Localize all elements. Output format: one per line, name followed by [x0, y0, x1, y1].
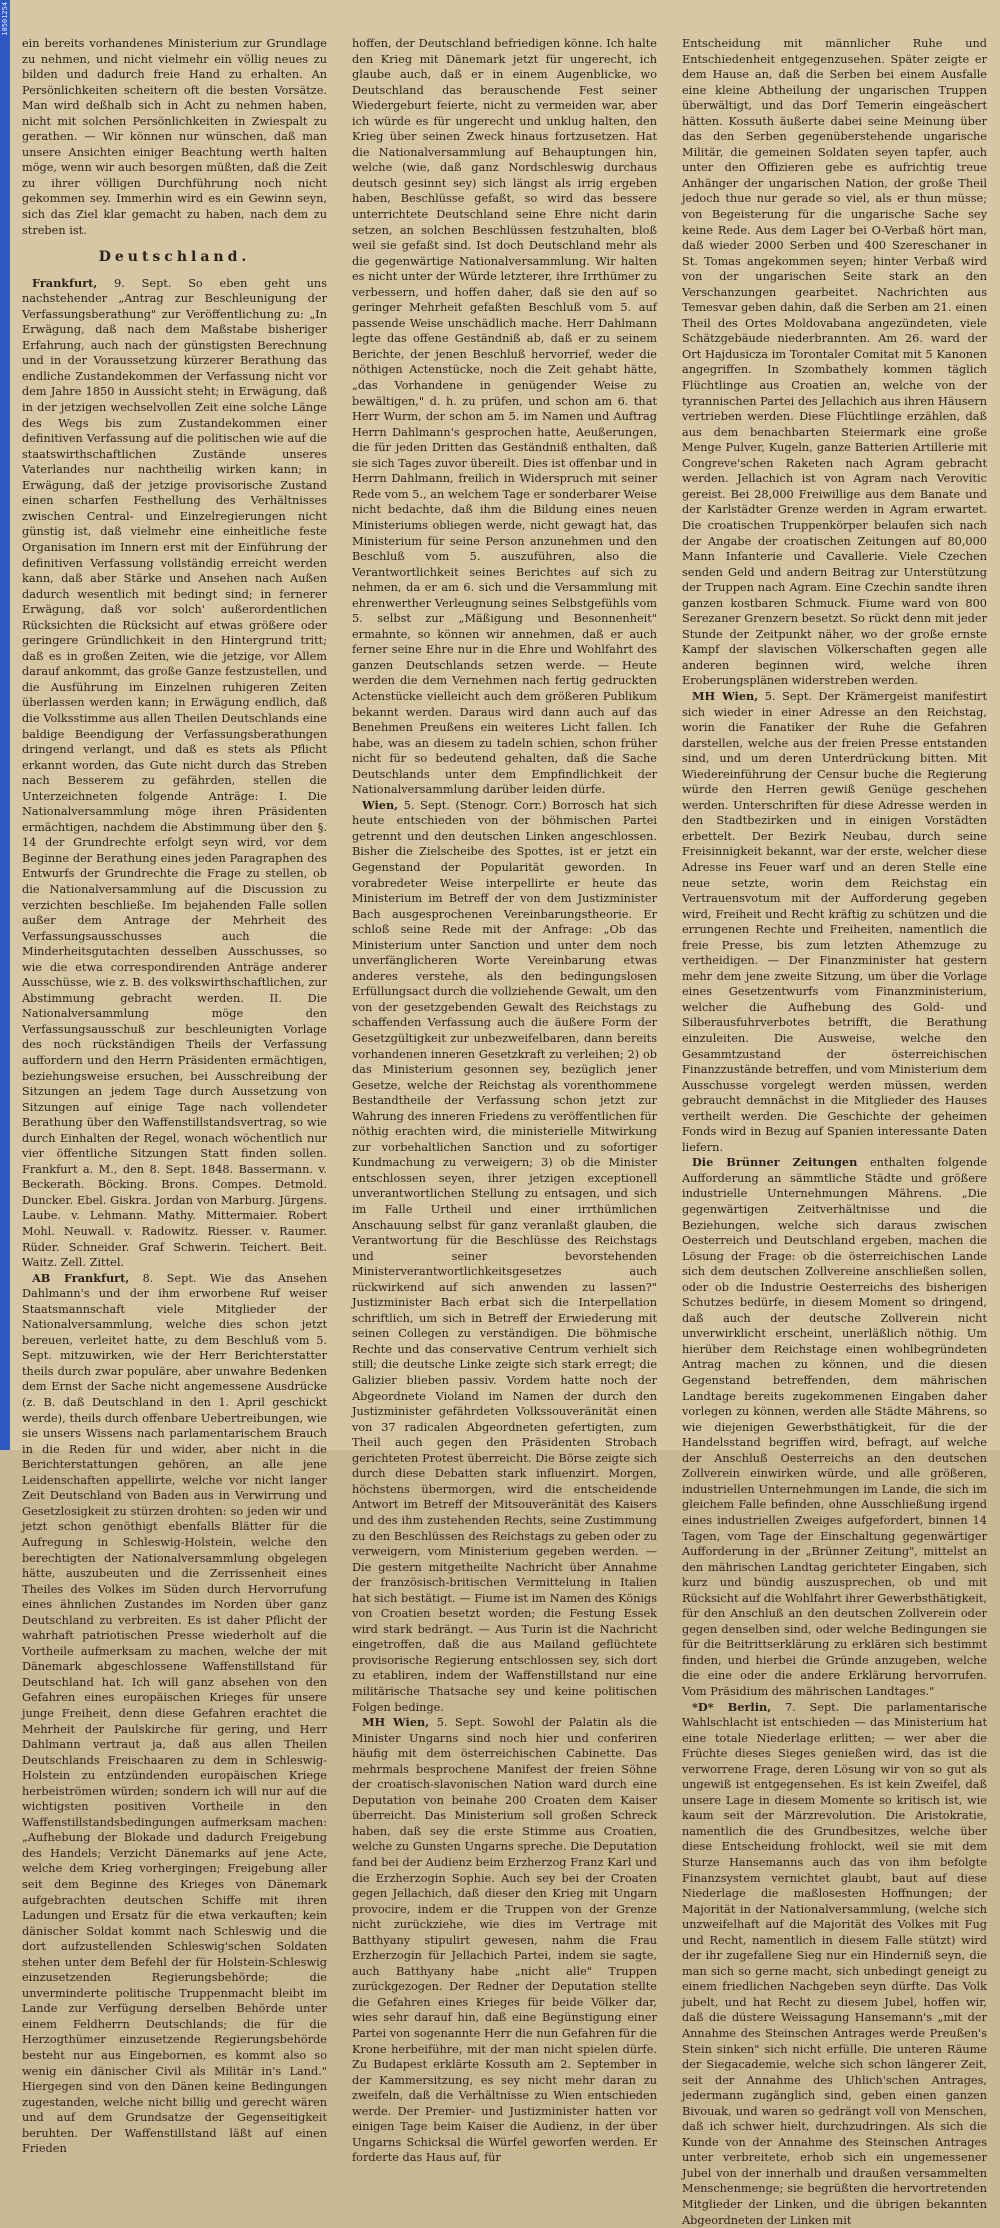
paragraph-text: 5. Sept. Der Krämergeist manifestirt sich wieder in einer Adresse an den Reichstag, worin die Fanatiker der Ruhe die Gefahren darstellen, welche aus der freien Presse entstanden sind, und um deren Unterdrückung bitten. Mit Wiedereinführung der Censur buche die Regierung würde den Herren gewiß Genüge geschehen werden. Unterschriften für diese Adresse werden in den Stadtbezirken und in einigen Vorstädten erbettelt. Der Bezirk Neubau, durch seine Freisinnigkeit bekannt, war der erste, welcher diese Adresse ins Feuer warf und an deren Stelle eine neue setzte, worin dem Reichstag ein Vertrauensvotum mit der Aufforderung gegeben wird, Freiheit und Recht kräftig zu schützen und die errungenen Rechte und Freiheiten, namentlich die freie Presse, bis zum letzten Athemzuge zu vertheidigen. — Der Finanzminister hat gestern mehr dem jene zweite Sitzung, um über die Vorlage eines Gesetzentwurfs vom Finanzministerium, welcher die Aufhebung des Gold- und Silberausfuhrverbotes betrifft, die Berathung einzuleiten. Die Ausweise, welche den Gesammtzustand der österreichischen Finanzzustände betreffen, und vom Ministerium dem Ausschusse vorgelegt werden müssen, werden gebraucht demnächst in die Mitglieder des Hauses vertheilt werden. Die Geschichte der geheimen Fonds wird in Bezug auf Spanien interessante Daten liefern. — [682, 689, 987, 1154]
dateline: MH Wien, — [362, 1715, 430, 1730]
paragraph — [682, 1155, 987, 1699]
column-3 — [682, 36, 988, 2227]
paragraph — [682, 689, 987, 1155]
paragraph — [352, 1715, 657, 2166]
paragraph-text: 9. Sept. So eben geht uns nachstehender „Antrag zur Beschleunigung der Verfassungsberathung" zur Veröffentlichung zu: „In Erwägung, daß nach dem Maßstabe bisheriger Erfahrung, auch nach der günstigsten Berechnung und in der Voraussetzung kürzerer Berathung das endliche Zustandekommen der Verfassung nicht vor dem Jahre 1850 in Aussicht steht; in Erwägung, daß in der jetzigen wechselvollen Zeit eine solche Länge des Wegs bis zum Zustandekommen einer definitiven Verfassung auf die politischen wie auf die staatswirthschaftlichen Zustände unseres Vaterlandes nur nachtheilig wirken kann; in Erwägung, daß der jetzige provisorische Zustand einen scharfen Festhellung des Verhältnisses zwischen Central- und Einzelregierungen nicht günstig ist, daß vielmehr eine einheitliche feste Organisation im Innern erst mit der Einführung der definitiven Verfassung vollständig erreicht werden kann, daß aber Stärke und Ansehen nach Außen dadurch wesentlich mit bedingt sind; in fernerer Erwägung, daß vor solch' außerordentlichen Rücksichten die Rücksicht auf etwas größere oder geringere Gründlichkeit in den Hintergrund tritt; daß es in großen Zeiten, wie die jetzige, vor Allem darauf ankommt, das große Ganze festzustellen, und die Ausführung im Einzelnen ruhigeren Zeiten überlassen werden kann; in Erwägung endlich, daß die Volksstimme aus allen Theilen Deutschlands eine baldige Beendigung der Verfassungsberathungen dringend verlangt, und daß es stets als Pflicht erkannt worden, das Gute nicht durch das Streben nach Besserem zu gefährden, stellen die Unterzeichneten folgende Anträge: I. Die Nationalversammlung möge ihren Präsidenten ermächtigen, nachdem die Abstimmung über den §. 14 der Grundrechte erfolgt seyn wird, vor dem Beginne der Berathung eines jeden Paragraphen des Entwurfs der Grundrechte die Frage zu stellen, ob die Nationalversammlung auf die Discussion zu verzichten beschließe. Im bejahenden Falle sollen außer dem Antrage der Mehrheit des Verfassungsausschusses auch die Minderheitsgutachten desselben Ausschusses, so wie die etwa correspondirenden Anträge anderer Ausschüsse, wie z. B. des volkswirthschaftlichen, zur Abstimmung gebracht werden. II. Die Nationalversammlung möge den Verfassungsausschuß zur beschleunigten Vorlage des noch rückständigen Theils der Verfassung auffordern und den Herrn Präsidenten ermächtigen, beziehungsweise ersuchen, bei Ausschreibung der Sitzungen an jedem Tage durch Aussetzung von Sitzungen auf einige Tage nach vollendeter Berathung über den Waffenstillstandsvertrag, so wie durch Einhalten der Regel, wonach wöchentlich nur vier öffentliche Sitzungen Statt finden sollen. Frankfurt a. M., den 8. Sept. 1848. Bassermann. v. Beckerath. Böcking. Brons. Compes. Detmold. Duncker. Ebel. Giskra. Jordan von Marburg. Jürgens. Laube. v. Lehmann. Mathy. Mittermaier. Robert Mohl. Neuwall. v. Radowitz. Riesser. v. Raumer. Rüder. Schneider. Graf Schwerin. Teichert. Beit. Waitz. Zell. Zittel. — [22, 276, 327, 1270]
paragraph-text: 7. Sept. Die parlamentarische Wahlschlacht ist entschieden — das Ministerium hat eine totale Niederlage erlitten; — wer aber die Früchte dieses Sieges genießen wird, das ist die verworrene Frage, deren Lösung wir von so gut als ungewiß ist entgegensehen. Es ist kein Zweifel, daß unsere Lage in diesem Momente so kritisch ist, wie kaum seit der Märzrevolution. Die Aristokratie, namentlich die des Grundbesitzes, welche über diese Entscheidung frohlockt, weil sie mit dem Sturze Hansemanns auch das von ihm befolgte Finanzsystem vernichtet glaubt, baut auf diese Niederlage die maßlosesten Hoffnungen; der Majorität in der Nationalversammlung, (welche sich unzweifelhaft auf die Majorität des Volkes mit Fug und Recht, namentlich in diesem Falle stützt) wird der ihr zugefallene Sieg nur ein Hinderniß seyn, die man sich so gerne macht, sich unbedingt geneigt zu einem friedlichen Nachgeben seyn dürfte. Das Volk jubelt, und hat Recht zu diesem Jubel, hoffen wir, daß die düstere Weissagung Hansemann's „mit der Annahme des Steinschen Antrages werde Preußen's Stein sinken" sich nicht erfülle. Die unteren Räume der Siegacademie, welche sich schon längerer Zeit, seit der Annahme des Uhlich'schen Antrages, jedermann zugänglich sind, geben einen ganzen Bivouak, und waren so gedrängt voll von Menschen, daß ich schwer hielt, durchzudringen. Als sich die Kunde von der Annahme des Steinschen Antrages unter verbreitete, erhob sich ein ungemessener Jubel von der innerhalb und draußen versammelten Menschenmenge; sie begrüßten die hervortretenden Mitglieder der Linken, und die übrigen bekannten Abgeordneten der Linken mit — [682, 1700, 987, 2227]
column-2 — [352, 36, 657, 2165]
section-heading: Deutschland. — [98, 249, 251, 266]
dateline: Die Brünner Zeitungen — [692, 1155, 858, 1170]
page-id: 10501254 — [1, 2, 9, 36]
paragraph — [682, 1700, 987, 2228]
paragraph: Entscheidung mit männlicher Ruhe und Entschiedenheit entgegenzusehen. Später zeigte er dem Hause an, daß die Serben bei einem Ausfalle eine kleine Abtheilung der ungarischen Truppen überwältigt, und das Dorf Temerin eingeäschert hätten. Kossuth äußerte dabei seine Meinung über das den Serben gegenüberstehende ungarische Militär, die gemeinen Soldaten seyen tapfer, auch unter den Offizieren gebe es aufrichtig treue Anhänger der ungarischen Nation, der große Theil jedoch thue nur gerade so viel, als er thun müsse; von Begeisterung für die ungarische Sache sey keine Rede. Aus dem Lager bei O-Verbaß hört man, daß wieder 2000 Serben und 400 Szereschaner in St. Tomas angekommen seyen; hinter Verbaß wird von der ungarischen Seite stark an den Verschanzungen gearbeitet. Nachrichten aus Temesvar geben dahin, daß die Serben am 21. einen Theil des Ortes Moldovabana angezündeten, viele Schätzgebäude niederbrannten. Am 26. ward der Ort Hajdusicza im Torontaler Comitat mit 5 Kanonen angegriffen. In Szombathely kommen täglich Flüchtlinge aus Croatien an, welche von der tyrannischen Partei des Jellachich aus ihren Häusern vertrieben werden. Diese Flüchtlinge erzählen, daß aus dem benachbarten Steiermark eine große Menge Pulver, Kugeln, ganze Batterien Artillerie mit Congreve'schen Raketen nach Agram gebracht werden. Jellachich ist von Agram nach Verovitic gereist. Bei 28,000 Freiwillige aus dem Banate und der Karlstädter Grenze werden in Agram erwartet. Die croatischen Truppenkörper belaufen sich nach der Angabe der croatischen Zeitungen auf 80,000 Mann Infanterie und Cavallerie. Viele Czechen senden Geld und andern Beitrag zur Unterstützung der Truppen nach Agram. Eine Czechin sandte ihren ganzen kostbaren Schmuck. Fiume ward von 800 Serezaner Grenzern besetzt. So rückt denn mit jeder Stunde der Zeitpunkt näher, wo der große ernste Kampf der slavischen Völkerschaften gegen alle anderen beginnen wird, welche ihren Eroberungsplänen widerstreben werden. — [682, 37, 987, 688]
text-columns — [22, 36, 990, 2227]
paragraph: ein bereits vorhandenes Ministerium zur Grundlage zu nehmen, und nicht vielmehr ein völlig neues zu bilden und dadurch freie Hand zu erhalten. An Persönlichkeiten scheitern oft die besten Vorsätze. Man wird deßhalb sich in Acht zu nehmen haben, nicht mit solchen Persönlichkeiten in Zwiespalt zu gerathen. — Wir können nur wünschen, daß man unsere Ansichten einiger Beachtung werth halten möge, wenn wir auch besorgen müßten, daß die Zeit zu ihrer völligen Durchführung noch nicht gekommen sey. Immerhin wird es ein Gewinn seyn, sich das Ziel klar gemacht zu haben, nach dem zu streben ist. — [22, 37, 327, 237]
dateline: AB Frankfurt, — [32, 1270, 130, 1285]
dateline: MH Wien, — [692, 688, 759, 703]
dateline: *D* Berlin, — [692, 1699, 772, 1714]
dateline: Frankfurt, — [32, 275, 98, 290]
paragraph-text: 5. Sept. Sowohl der Palatin als die Minister Ungarns sind noch hier und conferiren häufig mit dem österreichischen Cabinette. Das mehrmals besprochene Manifest der freien Söhne der croatisch-slavonischen Nation ward durch eine Deputation von beinahe 200 Croaten dem Kaiser überreicht. Das Ministerium soll großen Schreck haben, daß sey die erste Stimme aus Croatien, welche zu Gunsten Ungarns spreche. Die Deputation fand bei der Audienz beim Erzherzog Franz Karl und die Erzherzogin Sophie. Auch sey bei der Croaten gegen Jellachich, daß dieser den Krieg mit Ungarn provocire, indem er die Truppen von der Grenze nicht zurückziehe, wie dies im Vertrage mit Batthyany stipulirt gewesen, nahm die Frau Erzherzogin für Jellachich Partei, indem sie sagte, auch Batthyany habe „nicht alle" Truppen zurückgezogen. Der Redner der Deputation stellte die Gefahren eines Krieges für beide Völker dar, wies sehr darauf hin, daß eine Begünstigung einer Partei von sogenannte Herr die nun Gefahren für die Krone herbeiführe, mit der man nicht spielen dürfe. Zu Budapest erklärte Kossuth am 2. September in der Kammersitzung, es sey nicht mehr daran zu zweifeln, daß die Verhältnisse zu Wien entschieden werde. Der Premier- und Justizminister hatten vor einigen Tage beim Kaiser die Audienz, in der über Ungarns Schicksal die Würfel geworfen werden. Er forderte das Haus auf, für — [352, 1716, 657, 2165]
dateline: Wien, — [362, 797, 399, 812]
scan-edge-strip — [0, 0, 10, 1450]
paragraph — [352, 798, 657, 1715]
paragraph-text: enthalten folgende Aufforderung an sämmtliche Städte und größere industrielle Unternehmungen Mährens. „Die gegenwärtigen Zeitverhältnisse und die Beziehungen, welche sich daraus zwischen Oesterreich und Deutschland ergeben, machen die Lösung der Frage: ob die österreichischen Lande sich dem deutschen Zollvereine anschließen sollen, oder ob die Industrie Oesterreichs des bisherigen Schutzes bedürfe, in diesem Moment so dringend, daß auch der deutsche Zollverein nicht unverwirklicht erscheint, unerläßlich nöthig. Um hierüber dem Reichstage einen wohlbegründeten Antrag machen zu können, und die diesen Gegenstand betreffenden, dem mährischen Landtage bereits zugekommenen Eingaben daher vorlegen zu können, werden alle Städte Mährens, so wie diejenigen Gewerbsthätigkeit, für die der Handelsstand begriffen wird, befragt, auf welche der Anschluß Oesterreichs an den deutschen Zollverein einwirken würde, und alle größeren, industriellen Unternehmungen im Lande, die sich im gleichem Falle befinden, ohne Ausschließung irgend eines industriellen Zweiges aufgefordert, binnen 14 Tagen, vom Tage der Einschaltung gegenwärtiger Aufforderung in der „Brünner Zeitung", mittelst an den mährischen Landtag gerichteter Eingaben, sich kurz und bündig auszusprechen, ob und mit Rücksicht auf die Wohlfahrt ihrer Gewerbsthätigkeit, für den Anschluß an den deutschen Zollverein oder gegen denselben sind, oder welche Bedingungen sie für die Beitrittserklärung zu erklären sich bestimmt finden, und hierbei die Gründe anzugeben, welche die eine oder die andere Erklärung hervorrufen. Vom Präsidium des mährischen Landtages." — [682, 1156, 988, 1698]
paragraph — [22, 276, 327, 1271]
paragraph: hoffen, der Deutschland befriedigen könne. Ich halte den Krieg mit Dänemark jetzt für ungerecht, ich glaube auch, daß er in einem Augenblicke, wo Deutschland das berauschende Fest seiner Wiedergeburt feierte, nicht zu vermeiden war, aber ich würde es für ungerecht und unklug halten, den Krieg über seinen Zweck hinaus fortzusetzen. Hat die Nationalversammlung auf Behauptungen hin, welche (wie, daß ganz Nordschleswig durchaus deutsch gesinnt sey) sich längst als irrig ergeben haben, Beschlüsse gefaßt, so wird das bessere unterrichtete Deutschland seine Ehre nicht darin setzen, an solchen Beschlüssen festzuhalten, bloß weil sie gefaßt sind. Ist doch Deutschland mehr als die gegenwärtige Nationalversammlung. Wir halten es nicht unter der Würde letzterer, ihre Irrthümer zu verbessern, und hoffen daher, daß sie den auf so geringer Mehrheit gefaßten Beschluß vom 5. auf passende Weise unschädlich mache. Herr Dahlmann legte das offene Geständniß ab, daß er zu seinem Berichte, der jenen Beschluß hervorrief, weder die nöthigen Actenstücke, noch die Zeit gehabt hätte, „das Vorhandene in genügender Weise zu bewältigen," d. h. zu prüfen, und schon am 6. that Herr Wurm, der schon am 5. im Namen und Auftrag Herrn Dahlmann's gesprochen hatte, Aeußerungen, die für jeden Dritten das Geständniß enthalten, daß sie sich Tages zuvor übereilt. Dies ist offenbar und in Herrn Dahlmann, freilich in Widerspruch mit seiner Rede vom 5., an welchem Tage er sonderbarer Weise nicht bedachte, daß ihm die Bildung eines neuen Ministeriums obliegen werde, nicht gewagt hat, das Ministerium für seine Person anzunehmen und den Beschluß vom 5. auszuführen, also die Verantwortlichkeit seines Berichtes auf sich zu nehmen, da er am 6. sich und die Versammlung mit ehrenwerther Verleugnung seines Selbstgefühls vom 5. selbst zur „Mäßigung und Besonnenheit" ermahnte, so können wir annehmen, daß er auch ferner seine Ehre nur in die Ehre und Wohlfahrt des ganzen Deutschlands setzen werde. — Heute werden die dem Vernehmen nach fertig gedruckten Actenstücke vielleicht auch dem größeren Publikum bekannt werden. Daraus wird dann auch auf das Benehmen Preußens ein weiteres Licht fallen. Ich habe, was an diesem zu tadeln schien, schon früher nicht für so bedeutend gehalten, daß die Sache Deutschlands unter dem Empfindlichkeit der Nationalversammlung darüber leiden dürfe. — [352, 37, 657, 797]
column-1 — [22, 36, 328, 2156]
paragraph-text: 5. Sept. (Stenogr. Corr.) Borrosch hat sich heute entschieden von der böhmischen Partei getrennt und den deutschen Linken angeschlossen. Bisher die Zielscheibe des Spottes, ist er jetzt ein Gegenstand der Popularität geworden. In vorabredeter Weise interpellirte er heute das Ministerium im Betreff der von dem Justizminister Bach ausgesprochenen Vereinbarungstheorie. Er schloß seine Rede mit der Anfrage: „Ob das Ministerium unter Sanction und unter dem noch unverfänglicheren Worte Vereinbarung etwas anderes verstehe, als den bedingungslosen Erfüllungsact durch die vollziehende Gewalt, um den von der gesetzgebenden Gewalt des Reichstags zu schaffenden Verfassung auch die äußere Form der Gesetzgültigkeit zur unbezweifelbaren, dann bereits vorhandenen inneren Gesetzkraft zu verleihen; 2) ob das Ministerium gesonnen sey, bezüglich jener Gesetze, welche der Reichstag als vorenthommene Bestandtheile der Verfassung schon jetzt zur Wahrung des inneren Friedens zu veröffentlichen für nöthig erachten wird, die ministerielle Mitwirkung zur vorbehaltlichen Sanction und zu sofortiger Kundmachung zu verweigern; 3) ob die Minister entschlossen seyen, ihrer jetzigen exceptionell unverantwortlichen Stellung zu entsagen, und sich im Falle Urtheil und einer irrthümlichen Anschauung selbst für ganz veranlaßt glauben, die Verantwortung für die Beschlüsse des Reichstags und seiner bevorstehenden Ministerverantwortlichkeitsgesetzes auch rückwirkend auf sich anwenden zu lassen?" Justizminister Bach erbat sich die Interpellation schriftlich, um sich in Betreff der Erwiederung mit seinen Collegen zu verständigen. Die böhmische Rechte und das conservative Centrum verhielt sich still; die deutsche Linke zeigte sich stark erregt; die Galizier blieben passiv. Vordem hatte noch der Abgeordnete Violand im Namen der durch den Justizminister gefährdeten Volkssouveränität einen von 37 radicalen Abgeordneten gefertigten, zum Theil auch gegen den Präsidenten Strobach gerichteten Protest überreicht. Die Börse zeigte sich durch diese Debatten stark influenzirt. Morgen, höchstens übermorgen, wird die entscheidende Antwort im Betreff der Mitsouveränität des Kaisers und des ihm zustehenden Rechts, seine Zustimmung zu den Beschlüssen des Reichstags zu geben oder zu verweigern, vom Ministerium gegeben werden. — Die gestern mitgetheilte Nachricht über Annahme der französisch-britischen Vermittelung in Italien hat sich bestätigt. — Fiume ist im Namen des Königs von Croatien besetzt worden; die Festung Essek wird stark bedrängt. — Aus Turin ist die Nachricht eingetroffen, daß die aus Mailand geflüchtete provisorische Regierung entschlossen sey, sich dort zu etabliren, indem der Waffenstillstand nur eine militärische Thatsache sey und keine politischen Folgen bedinge. — [352, 798, 657, 1714]
paragraph — [22, 1271, 327, 2157]
paragraph-text: 8. Sept. Wie das Ansehen Dahlmann's und der ihm erworbene Ruf weiser Staatsmannschaft viele Mitglieder der Nationalversammlung, welche dies schon jetzt bereuen, verleitet hatte, zu dem Beschluß vom 5. Sept. mitzuwirken, wie der Herr Berichterstatter theils durch zwar populäre, aber unwahre Bedenken dem Ernst der Sache nicht angemessene Ausdrücke (z. B. daß Deutschland in den 1. April geschickt werde), theils durch offenbare Uebertreibungen, wie sie unsers Wissens nach parlamentarischem Brauch in die Reden für und wider, aber nicht in die Berichterstattungen gehören, an alle jene Leidenschaften appellirte, welche vor nicht langer Zeit Deutschland von Baden aus in Verwirrung und Gesetzlosigkeit zu stürzen drohten: so jeden wir und jetzt schon genöthigt ebenfalls Blätter für die Aufregung in Schleswig-Holstein, welche den berechtigten der Nationalversammlung obgelegen hätte, auszubeuten und die Zerrissenheit eines Theiles des Volkes im Süden durch Hervorrufung eines ähnlichen Zustandes im Norden über ganz Deutschland zu verbreiten. Es ist daher Pflicht der wahrhaft patriotischen Presse wiederholt auf die Vortheile aufmerksam zu machen, welche der mit Dänemark abgeschlossene Waffenstillstand für Deutschland hat. Ich will ganz absehen von den Gefahren eines europäischen Krieges für unsere junge Freiheit, denn diese Gefahren erachtet die Mehrheit der Paulskirche für gering, und Herr Dahlmann vertraut ja, daß aus allen Theilen Deutschlands Freischaaren zu dem in Schleswig-Holstein zu entzündenden europäischen Kriege herbeiströmen würden; sondern ich will nur auf die wichtigsten positiven Vortheile in den Waffenstillstandsbedingungen aufmerksam machen: „Aufhebung der Blokade und dadurch Freigebung des Handels; Verzicht Dänemarks auf jene Acte, welche dem Krieg vorhergingen; Freigebung aller seit dem Beginne des Krieges von Dänemark aufgebrachten deutschen Schiffe mit ihren Ladungen und Ersatz für die etwa verkauften; kein dänischer Soldat kommt nach Schleswig und die dort aufzustellenden Schleswig'schen Soldaten stehen unter dem Befehl der für Holstein-Schleswig einzusetzenden Regierungsbehörde; die unverminderte politische Truppenmacht bleibt im Lande zur Verfügung derselben Behörde unter einem Feldherrn Deutschlands; die für die Herzogthümer einzusetzende Regierungsbehörde besteht nur aus Eingebornen, es kommt also so wenig ein dänischer Civil als Militär in's Land." Hiergegen sind von den Dänen keine Bedingungen zugestanden, welche nicht billig und gerecht wären und auf dem Grundsatze der Gegenseitigkeit beruhten. Der Waffenstillstand läßt auf einen Frieden — [22, 1271, 328, 2156]
